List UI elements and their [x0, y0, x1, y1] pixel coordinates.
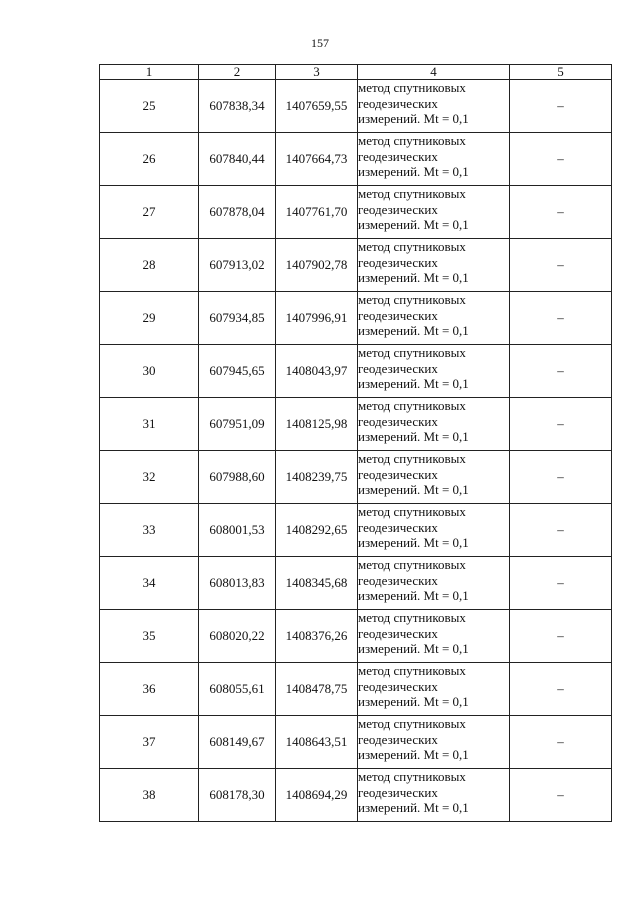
y-coordinate: 1407996,91	[276, 292, 358, 345]
method-line: геодезических	[358, 148, 438, 164]
method-description	[358, 186, 510, 239]
x-coordinate: 607840,44	[199, 133, 276, 186]
y-coordinate: 1408694,29	[276, 769, 358, 822]
x-coordinate: 607988,60	[199, 451, 276, 504]
method-line: геодезических	[358, 307, 438, 323]
method-description	[358, 292, 510, 345]
method-description	[358, 610, 510, 663]
x-coordinate: 608013,83	[199, 557, 276, 610]
method-line: измерений. Mt = 0,1	[358, 111, 469, 126]
point-number: 36	[100, 663, 199, 716]
point-number: 25	[100, 80, 199, 133]
x-coordinate: 607878,04	[199, 186, 276, 239]
x-coordinate: 607913,02	[199, 239, 276, 292]
method-line: геодезических	[358, 413, 438, 429]
method-line: измерений. Mt = 0,1	[358, 588, 469, 603]
table-row	[100, 345, 612, 398]
point-number: 33	[100, 504, 199, 557]
table-row	[100, 663, 612, 716]
method-line: измерений. Mt = 0,1	[358, 217, 469, 232]
y-coordinate: 1408345,68	[276, 557, 358, 610]
method-line: метод спутниковых	[358, 186, 466, 201]
method-line: измерений. Mt = 0,1	[358, 800, 469, 815]
y-coordinate: 1407761,70	[276, 186, 358, 239]
table-row	[100, 398, 612, 451]
y-coordinate: 1408478,75	[276, 663, 358, 716]
x-coordinate: 608149,67	[199, 716, 276, 769]
table-row	[100, 80, 612, 133]
method-line: метод спутниковых	[358, 133, 466, 148]
method-line: метод спутниковых	[358, 292, 466, 307]
method-line: измерений. Mt = 0,1	[358, 482, 469, 497]
method-description	[358, 769, 510, 822]
point-number: 27	[100, 186, 199, 239]
method-line: геодезических	[358, 254, 438, 270]
method-line: метод спутниковых	[358, 80, 466, 95]
method-line: геодезических	[358, 678, 438, 694]
method-line: геодезических	[358, 519, 438, 535]
method-line: метод спутниковых	[358, 557, 466, 572]
y-coordinate: 1408643,51	[276, 716, 358, 769]
method-line: измерений. Mt = 0,1	[358, 164, 469, 179]
x-coordinate: 608020,22	[199, 610, 276, 663]
method-line: геодезических	[358, 784, 438, 800]
y-coordinate: 1408043,97	[276, 345, 358, 398]
header-col-4: 4	[358, 65, 510, 80]
header-col-3: 3	[276, 65, 358, 80]
point-number: 34	[100, 557, 199, 610]
y-coordinate: 1408292,65	[276, 504, 358, 557]
method-line: геодезических	[358, 731, 438, 747]
method-description	[358, 557, 510, 610]
x-coordinate: 608055,61	[199, 663, 276, 716]
method-line: метод спутниковых	[358, 610, 466, 625]
x-coordinate: 607838,34	[199, 80, 276, 133]
x-coordinate: 608001,53	[199, 504, 276, 557]
method-description	[358, 716, 510, 769]
method-description	[358, 133, 510, 186]
method-description	[358, 239, 510, 292]
method-description	[358, 663, 510, 716]
method-line: геодезических	[358, 572, 438, 588]
header-col-2: 2	[199, 65, 276, 80]
point-number: 31	[100, 398, 199, 451]
point-number: 28	[100, 239, 199, 292]
method-line: геодезических	[358, 201, 438, 217]
method-line: метод спутниковых	[358, 769, 466, 784]
method-line: измерений. Mt = 0,1	[358, 747, 469, 762]
method-line: метод спутниковых	[358, 451, 466, 466]
note-cell: –	[510, 133, 612, 186]
y-coordinate: 1408239,75	[276, 451, 358, 504]
note-cell: –	[510, 557, 612, 610]
x-coordinate: 607934,85	[199, 292, 276, 345]
note-cell: –	[510, 769, 612, 822]
point-number: 38	[100, 769, 199, 822]
note-cell: –	[510, 716, 612, 769]
table-row	[100, 557, 612, 610]
table-row	[100, 239, 612, 292]
note-cell: –	[510, 186, 612, 239]
coordinates-table	[99, 64, 612, 822]
point-number: 26	[100, 133, 199, 186]
note-cell: –	[510, 663, 612, 716]
method-line: измерений. Mt = 0,1	[358, 641, 469, 656]
x-coordinate: 608178,30	[199, 769, 276, 822]
table-row	[100, 451, 612, 504]
header-row	[100, 65, 612, 80]
method-line: измерений. Mt = 0,1	[358, 694, 469, 709]
method-description	[358, 504, 510, 557]
y-coordinate: 1408125,98	[276, 398, 358, 451]
y-coordinate: 1407659,55	[276, 80, 358, 133]
point-number: 29	[100, 292, 199, 345]
y-coordinate: 1408376,26	[276, 610, 358, 663]
note-cell: –	[510, 451, 612, 504]
point-number: 30	[100, 345, 199, 398]
point-number: 32	[100, 451, 199, 504]
method-line: измерений. Mt = 0,1	[358, 323, 469, 338]
method-description	[358, 345, 510, 398]
method-line: измерений. Mt = 0,1	[358, 270, 469, 285]
note-cell: –	[510, 345, 612, 398]
method-line: измерений. Mt = 0,1	[358, 535, 469, 550]
method-line: измерений. Mt = 0,1	[358, 429, 469, 444]
note-cell: –	[510, 239, 612, 292]
method-line: метод спутниковых	[358, 239, 466, 254]
note-cell: –	[510, 292, 612, 345]
method-line: метод спутниковых	[358, 504, 466, 519]
method-line: метод спутниковых	[358, 716, 466, 731]
method-description	[358, 398, 510, 451]
method-line: метод спутниковых	[358, 345, 466, 360]
method-line: метод спутниковых	[358, 398, 466, 413]
table-row	[100, 292, 612, 345]
table-row	[100, 769, 612, 822]
y-coordinate: 1407902,78	[276, 239, 358, 292]
method-description	[358, 80, 510, 133]
table-row	[100, 504, 612, 557]
method-line: геодезических	[358, 360, 438, 376]
table-row	[100, 186, 612, 239]
method-description	[358, 451, 510, 504]
table-row	[100, 133, 612, 186]
method-line: метод спутниковых	[358, 663, 466, 678]
y-coordinate: 1407664,73	[276, 133, 358, 186]
note-cell: –	[510, 80, 612, 133]
note-cell: –	[510, 398, 612, 451]
note-cell: –	[510, 504, 612, 557]
point-number: 37	[100, 716, 199, 769]
method-line: измерений. Mt = 0,1	[358, 376, 469, 391]
method-line: геодезических	[358, 625, 438, 641]
point-number: 35	[100, 610, 199, 663]
header-col-5: 5	[510, 65, 612, 80]
table-row	[100, 610, 612, 663]
x-coordinate: 607945,65	[199, 345, 276, 398]
table-row	[100, 716, 612, 769]
page-number: 157	[311, 36, 329, 50]
note-cell: –	[510, 610, 612, 663]
header-col-1: 1	[100, 65, 199, 80]
method-line: геодезических	[358, 95, 438, 111]
x-coordinate: 607951,09	[199, 398, 276, 451]
method-line: геодезических	[358, 466, 438, 482]
